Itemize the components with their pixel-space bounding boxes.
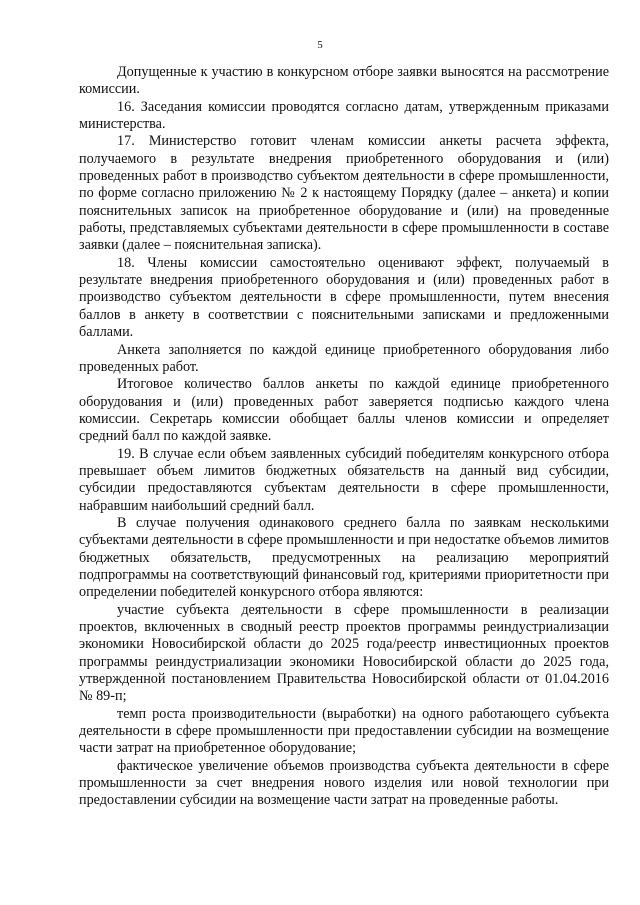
paragraph-admission-review: Допущенные к участию в конкурсном отборе заявки выносятся на рассмотрение комиссии. [79,64,609,98]
paragraph-16-meetings: 16. Заседания комиссии проводятся согласно датам, утвержденным приказами министерства. [79,98,609,133]
paragraph-19-limits: 19. В случае если объем заявленных субсидий победителям конкурсного отбора превышает объем лимитов бюджетных обязательств на данный вид субсидии, субсидии предоставляются субъектам деятельности в сфере промышленности, набравшим наибольший средний балл. [79,445,609,514]
paragraph-questionnaire-fill: Анкета заполняется по каждой единице приобретенного оборудования либо проведенных работ. [79,341,609,375]
paragraph-17-questionnaires: 17. Министерство готовит членам комиссии анкеты расчета эффекта, получаемого в результате внедрения приобретенного оборудования и (или) проведенных работ в производство субъектом деятельности в сфере промышленности, по форме согласно приложению № 2 к настоящему Порядку (далее – анкета) и копии пояснительных записок на приобретенное оборудование и (или) на проведенные работы, представляемых субъектами деятельности в сфере промышленности в составе заявки (далее – пояснительная записка). [79,133,609,254]
paragraph-18-evaluation: 18. Члены комиссии самостоятельно оценивают эффект, получаемый в результате внедрения приобретенного оборудования и (или) проведенных работ в производство субъектом деятельности в сфере промышленности, путем внесения баллов в анкету в соответствии с пояснительными записками и предложенными баллами. [79,254,609,341]
document-body [79,64,609,810]
paragraph-criterion-production-growth: фактическое увеличение объемов производства субъекта деятельности в сфере промышленности за счет внедрения нового изделия или новой технологии при предоставлении субсидии на возмещение части затрат на проведенные работы. [79,757,609,809]
page-number: 5 [317,39,323,51]
paragraph-total-score: Итоговое количество баллов анкеты по каждой единице приобретенного оборудования и (или) проведенных работ заверяется подписью каждого члена комиссии. Секретарь комиссии обобщает баллы членов комиссии и определяет средний балл по каждой заявке. [79,376,609,445]
paragraph-equal-score-criteria: В случае получения одинакового среднего балла по заявкам несколькими субъектами деятельности в сфере промышленности и при недостатке объемов лимитов бюджетных обязательств, предусмотренных на реализацию мероприятий подпрограммы на соответствующий финансовый год, критериями приоритетности при определении победителей конкурсного отбора являются: [79,514,609,601]
paragraph-criterion-productivity: темп роста производительности (выработки) на одного работающего субъекта деятельности в сфере промышленности при предоставлении субсидии на возмещение части затрат на приобретенное оборудование; [79,705,609,757]
paragraph-criterion-reindustrialization: участие субъекта деятельности в сфере промышленности в реализации проектов, включенных в сводный реестр проектов программы реиндустриализации экономики Новосибирской области до 2025 года/реестр инвестиционных проектов программы реиндустриализации экономики Новосибирской области до 2025 года, утвержденной постановлением Правительства Новосибирской области от 01.04.2016 № 89-п; [79,601,609,705]
